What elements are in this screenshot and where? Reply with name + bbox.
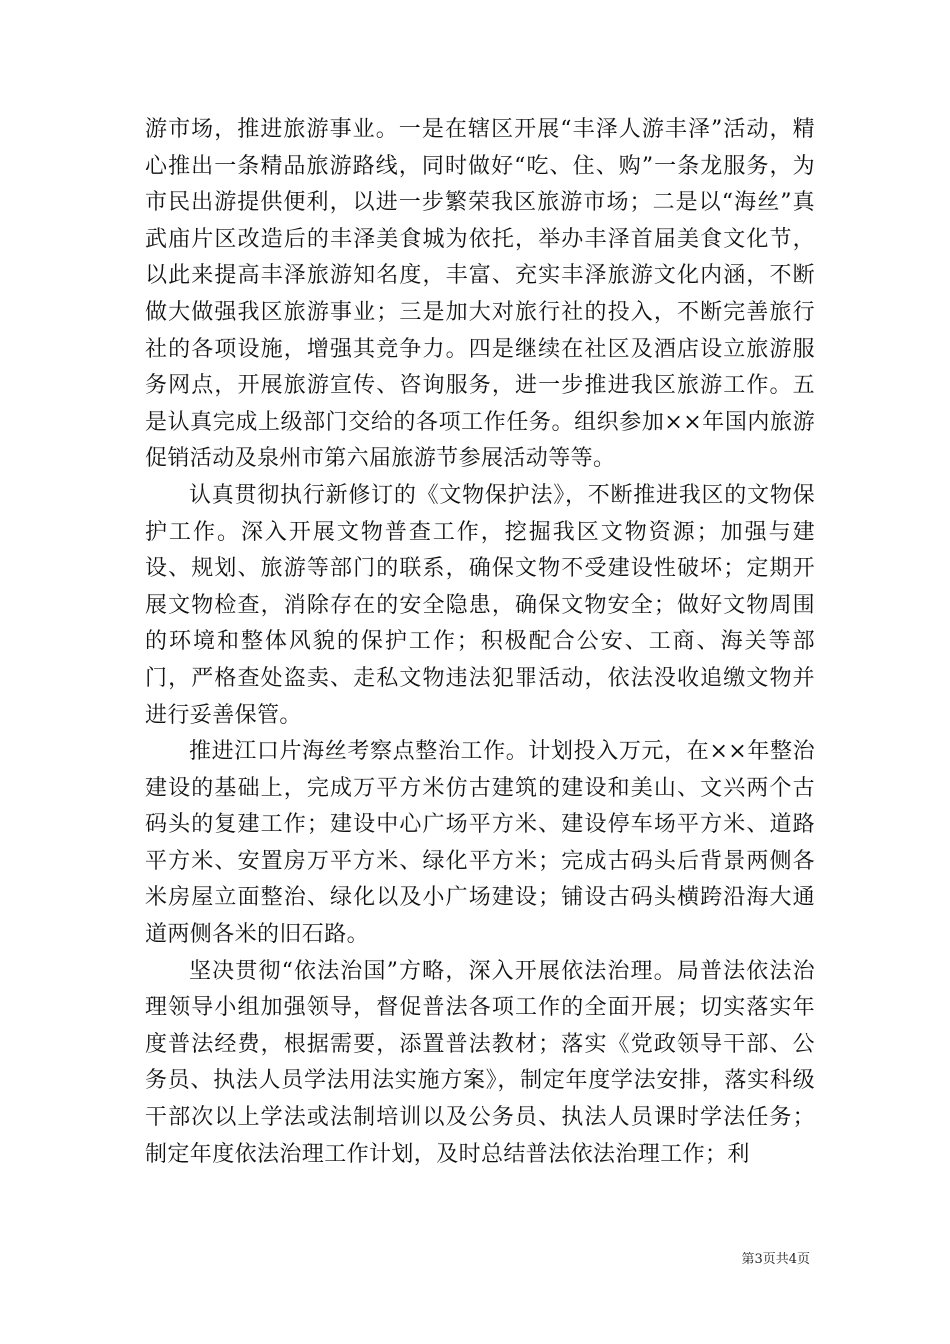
paragraph-rule-of-law: 坚决贯彻“依法治国”方略，深入开展依法治理。局普法依法治理领导小组加强领导，督促普法各项工作的全面开展；切实落实年度普法经费，根据需要，添置普法教材；落实《党政领导干部、公务员、执法人员学法用法实施方案》，制定年度学法安排，落实科级干部次以上学法或法制培训以及公务员、执法人员课时学法任务；制定年度依法治理工作计划，及时总结普法依法治理工作；利 bbox=[145, 958, 815, 1167]
paragraph-cultural-relics: 认真贯彻执行新修订的《文物保护法》，不断推进我区的文物保护工作。深入开展文物普查工作，挖掘我区文物资源；加强与建设、规划、旅游等部门的联系，确保文物不受建设性破坏；定期开展文物检查，消除存在的安全隐患，确保文物安全；做好文物周围的环境和整体风貌的保护工作；积极配合公安、工商、海关等部门，严格查处盗卖、走私文物违法犯罪活动，依法没收追缴文物并进行妥善保管。 bbox=[145, 482, 815, 728]
paragraph-tourism: 游市场，推进旅游事业。一是在辖区开展“丰泽人游丰泽”活动，精心推出一条精品旅游路线，同时做好“吃、住、购”一条龙服务，为市民出游提供便利，以进一步繁荣我区旅游市场；二是以“海丝”真武庙片区改造后的丰泽美食城为依托，举办丰泽首届美食文化节，以此来提高丰泽旅游知名度，丰富、充实丰泽旅游文化内涵，不断做大做强我区旅游事业；三是加大对旅行社的投入，不断完善旅行社的各项设施，增强其竞争力。四是继续在社区及酒店设立旅游服务网点，开展旅游宣传、咨询服务，进一步推进我区旅游工作。五是认真完成上级部门交给的各项工作任务。组织参加××年国内旅游促销活动及泉州市第六届旅游节参展活动等等。 bbox=[145, 117, 815, 472]
document-body bbox=[145, 112, 815, 1173]
paragraph-jiangkou-site: 推进江口片海丝考察点整治工作。计划投入万元，在××年整治建设的基础上，完成万平方米仿古建筑的建设和美山、文兴两个古码头的复建工作；建设中心广场平方米、建设停车场平方米、道路平方米、安置房万平方米、绿化平方米；完成古码头后背景两侧各米房屋立面整治、绿化以及小广场建设；铺设古码头横跨沿海大通道两侧各米的旧石路。 bbox=[145, 739, 815, 948]
page-number: 第3页共4页 bbox=[741, 1252, 810, 1267]
